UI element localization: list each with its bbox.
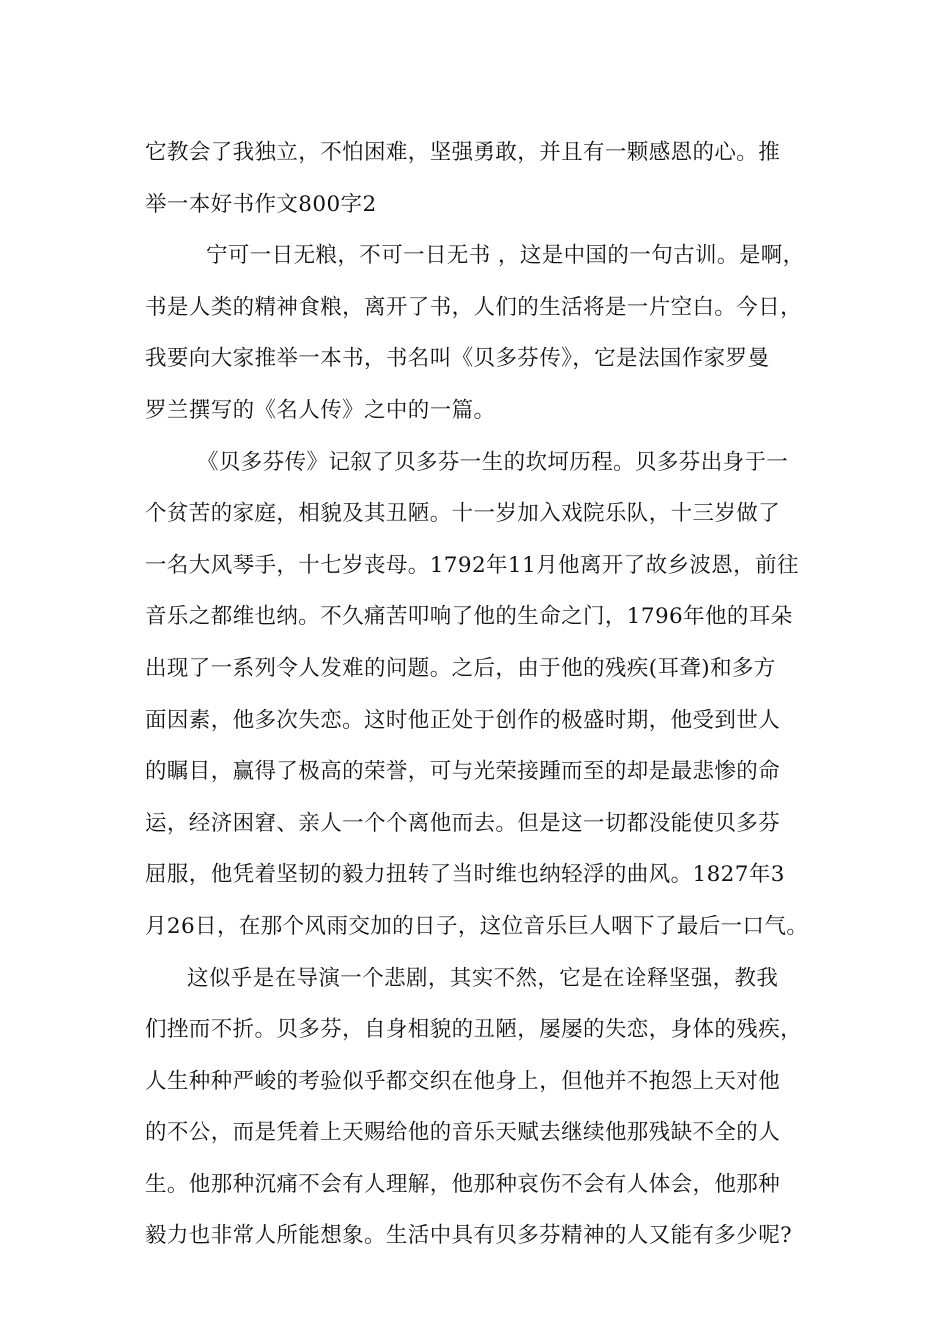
text-line: 月26日，在那个风雨交加的日子，这位音乐巨人咽下了最后一口气。 (145, 913, 809, 939)
text-line: 书是人类的精神食粮，离开了书，人们的生活将是一片空白。今日， (145, 294, 803, 320)
essay-heading: 举一本好书作文800字2 (145, 191, 377, 217)
paragraph-start: 宁可一日无粮，不可一日无书 ，这是中国的一句古训。是啊， (206, 243, 805, 269)
text-line: 毅力也非常人所能想象。生活中具有贝多芬精神的人又能有多少呢? (145, 1223, 793, 1249)
text-line: 罗兰撰写的《名人传》之中的一篇。 (145, 397, 496, 423)
text-line: 出现了一系列令人发难的问题。之后，由于他的残疾(耳聋)和多方 (145, 655, 776, 681)
text-line: 的不公，而是凭着上天赐给他的音乐天赋去继续他那残缺不全的人 (145, 1120, 781, 1146)
text-line: 面因素，他多次失恋。这时他正处于创作的极盛时期，他受到世人 (145, 707, 781, 733)
essay-body (145, 132, 815, 1267)
text-line: 一名大风琴手，十七岁丧母。1792年11月他离开了故乡波恩，前往 (145, 552, 799, 578)
text-line: 的瞩目，赢得了极高的荣誉，可与光荣接踵而至的却是最悲惨的命 (145, 759, 781, 785)
text-line: 音乐之都维也纳。不久痛苦叩响了他的生命之门，1796年他的耳朵 (145, 604, 793, 630)
text-line: 个贫苦的家庭，相貌及其丑陋。十一岁加入戏院乐队，十三岁做了 (145, 501, 781, 527)
text-line: 们挫而不折。贝多芬，自身相貌的丑陋，屡屡的失恋，身体的残疾， (145, 1017, 803, 1043)
paragraph-start: 《贝多芬传》记叙了贝多芬一生的坎坷历程。贝多芬出身于一 (197, 449, 789, 475)
paragraph-start: 这似乎是在导演一个悲剧，其实不然，它是在诠释坚强，教我 (187, 965, 779, 991)
text-line: 人生种种严峻的考验似乎都交织在他身上，但他并不抱怨上天对他 (145, 1068, 781, 1094)
text-line: 生。他那种沉痛不会有人理解，他那种哀伤不会有人体会，他那种 (145, 1171, 781, 1197)
text-line: 屈服，他凭着坚韧的毅力扭转了当时维也纳轻浮的曲风。1827年3 (145, 862, 785, 888)
text-line: 运，经济困窘、亲人一个个离他而去。但是这一切都没能使贝多芬 (145, 810, 781, 836)
text-line: 它教会了我独立，不怕困难，坚强勇敢，并且有一颗感恩的心。推 (145, 140, 781, 165)
text-line: 我要向大家推举一本书，书名叫《贝多芬传》，它是法国作家罗曼 (145, 346, 770, 372)
